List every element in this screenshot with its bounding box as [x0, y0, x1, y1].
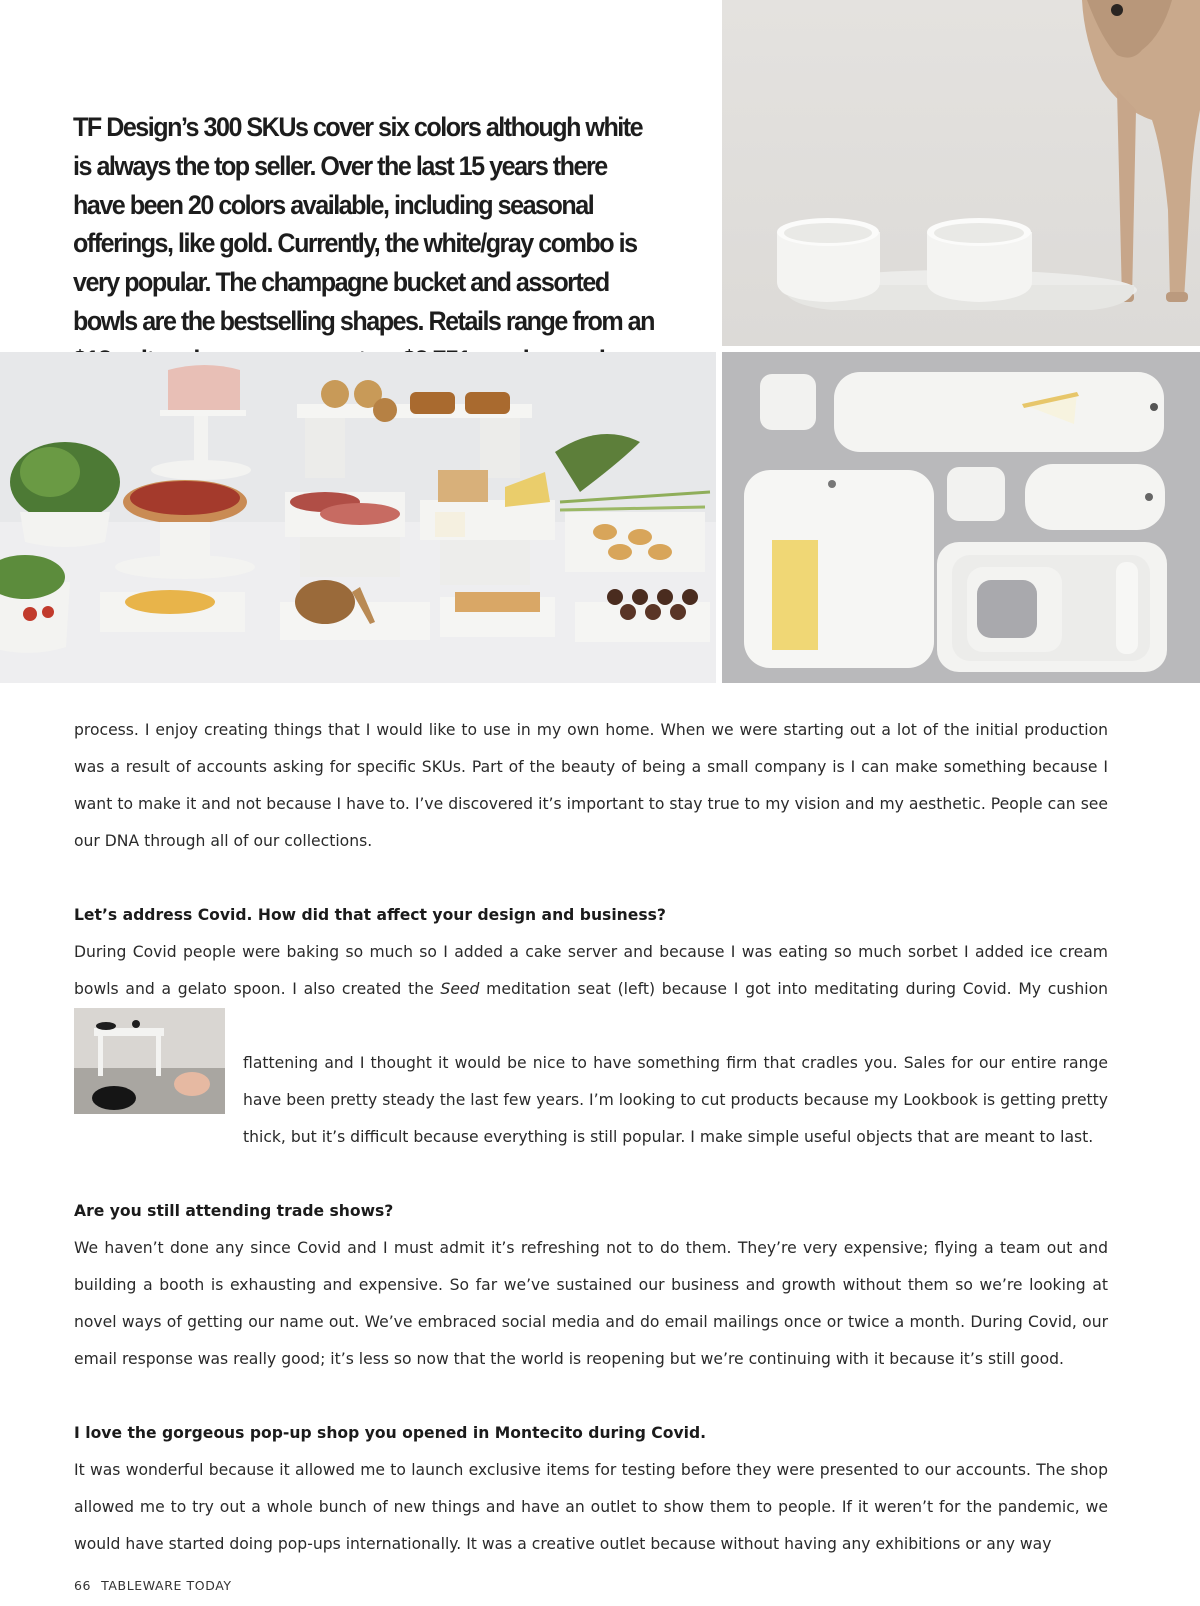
page-footer	[74, 1578, 242, 1593]
question-trade-shows: Are you still attending trade shows?	[74, 1202, 394, 1220]
food-display-photo	[0, 352, 716, 683]
question-covid: Let’s address Covid. How did that affect your design and business?	[74, 906, 666, 924]
article-body	[74, 712, 1108, 1563]
page-number: 66	[74, 1578, 92, 1593]
paragraph-intro: process. I enjoy creating things that I would like to use in my own home. When we were starting out a lot of the initial production was a result of accounts asking for specific SKUs. Part of the beauty of being a small company is I can make something because I want to make it and not because I have to. I’ve discovered it’s important to stay true to my vision and my aesthetic. People can see our DNA through all of our collections.	[74, 721, 1108, 850]
seed-title: Seed	[440, 980, 480, 998]
answer-trade-shows: We haven’t done any since Covid and I must admit it’s refreshing not to do them. They’re very expensive; flying a team out and building a booth is exhausting and expensive. So far we’ve sustained our business and growth without them so we’re looking at novel ways of getting our name out. We’ve embraced social media and do email mailings once or twice a month. During Covid, our email response was really good; it’s less so now that the world is reopening but we’re continuing with it because it’s still good.	[74, 1239, 1108, 1368]
answer-covid	[74, 934, 1108, 1156]
white-platters-photo	[722, 352, 1200, 683]
pull-quote: TF Design’s 300 SKUs cover six colors although white is always the top seller. Over the last 15 years there have been 20 colors available, including seasonal offerings, like gold. Currently, the white/gray combo is very popular. The champagne bucket and assorted bowls are the bestselling shapes. Retails range from an	[73, 112, 654, 336]
answer-covid-part3: flattening and I thought it would be nice to have something firm that cradles you. Sales for our entire range have been pretty steady the last few years. I’m looking to cut products because my Lookbook is getting pretty thick, but it’s difficult because everything is still popular. I make simple useful objects that are meant to last.	[243, 1054, 1108, 1146]
dog-bowls-photo	[722, 0, 1200, 346]
answer-covid-part2: meditation seat (left) because I got into meditating during Covid. My cushion	[486, 980, 1108, 998]
answer-popup-shop: It was wonderful because it allowed me to launch exclusive items for testing before they were presented to our accounts. The shop allowed me to try out a whole bunch of new things and have an outlet to show them to people. If it weren’t for the pandemic, we would have started doing pop-ups internationally. It was a creative outlet because without having any exhibitions or any way	[74, 1461, 1108, 1553]
publication-name: TABLEWARE TODAY	[101, 1578, 232, 1593]
question-popup-shop: I love the gorgeous pop-up shop you opened in Montecito during Covid.	[74, 1424, 707, 1442]
meditation-seat-photo	[74, 1008, 225, 1114]
answer-covid-part1: During Covid people were baking so much so I added a cake server and because I was eating so much sorbet I added ice cream bowls and a gelato spoon. I also created the	[74, 943, 1108, 998]
